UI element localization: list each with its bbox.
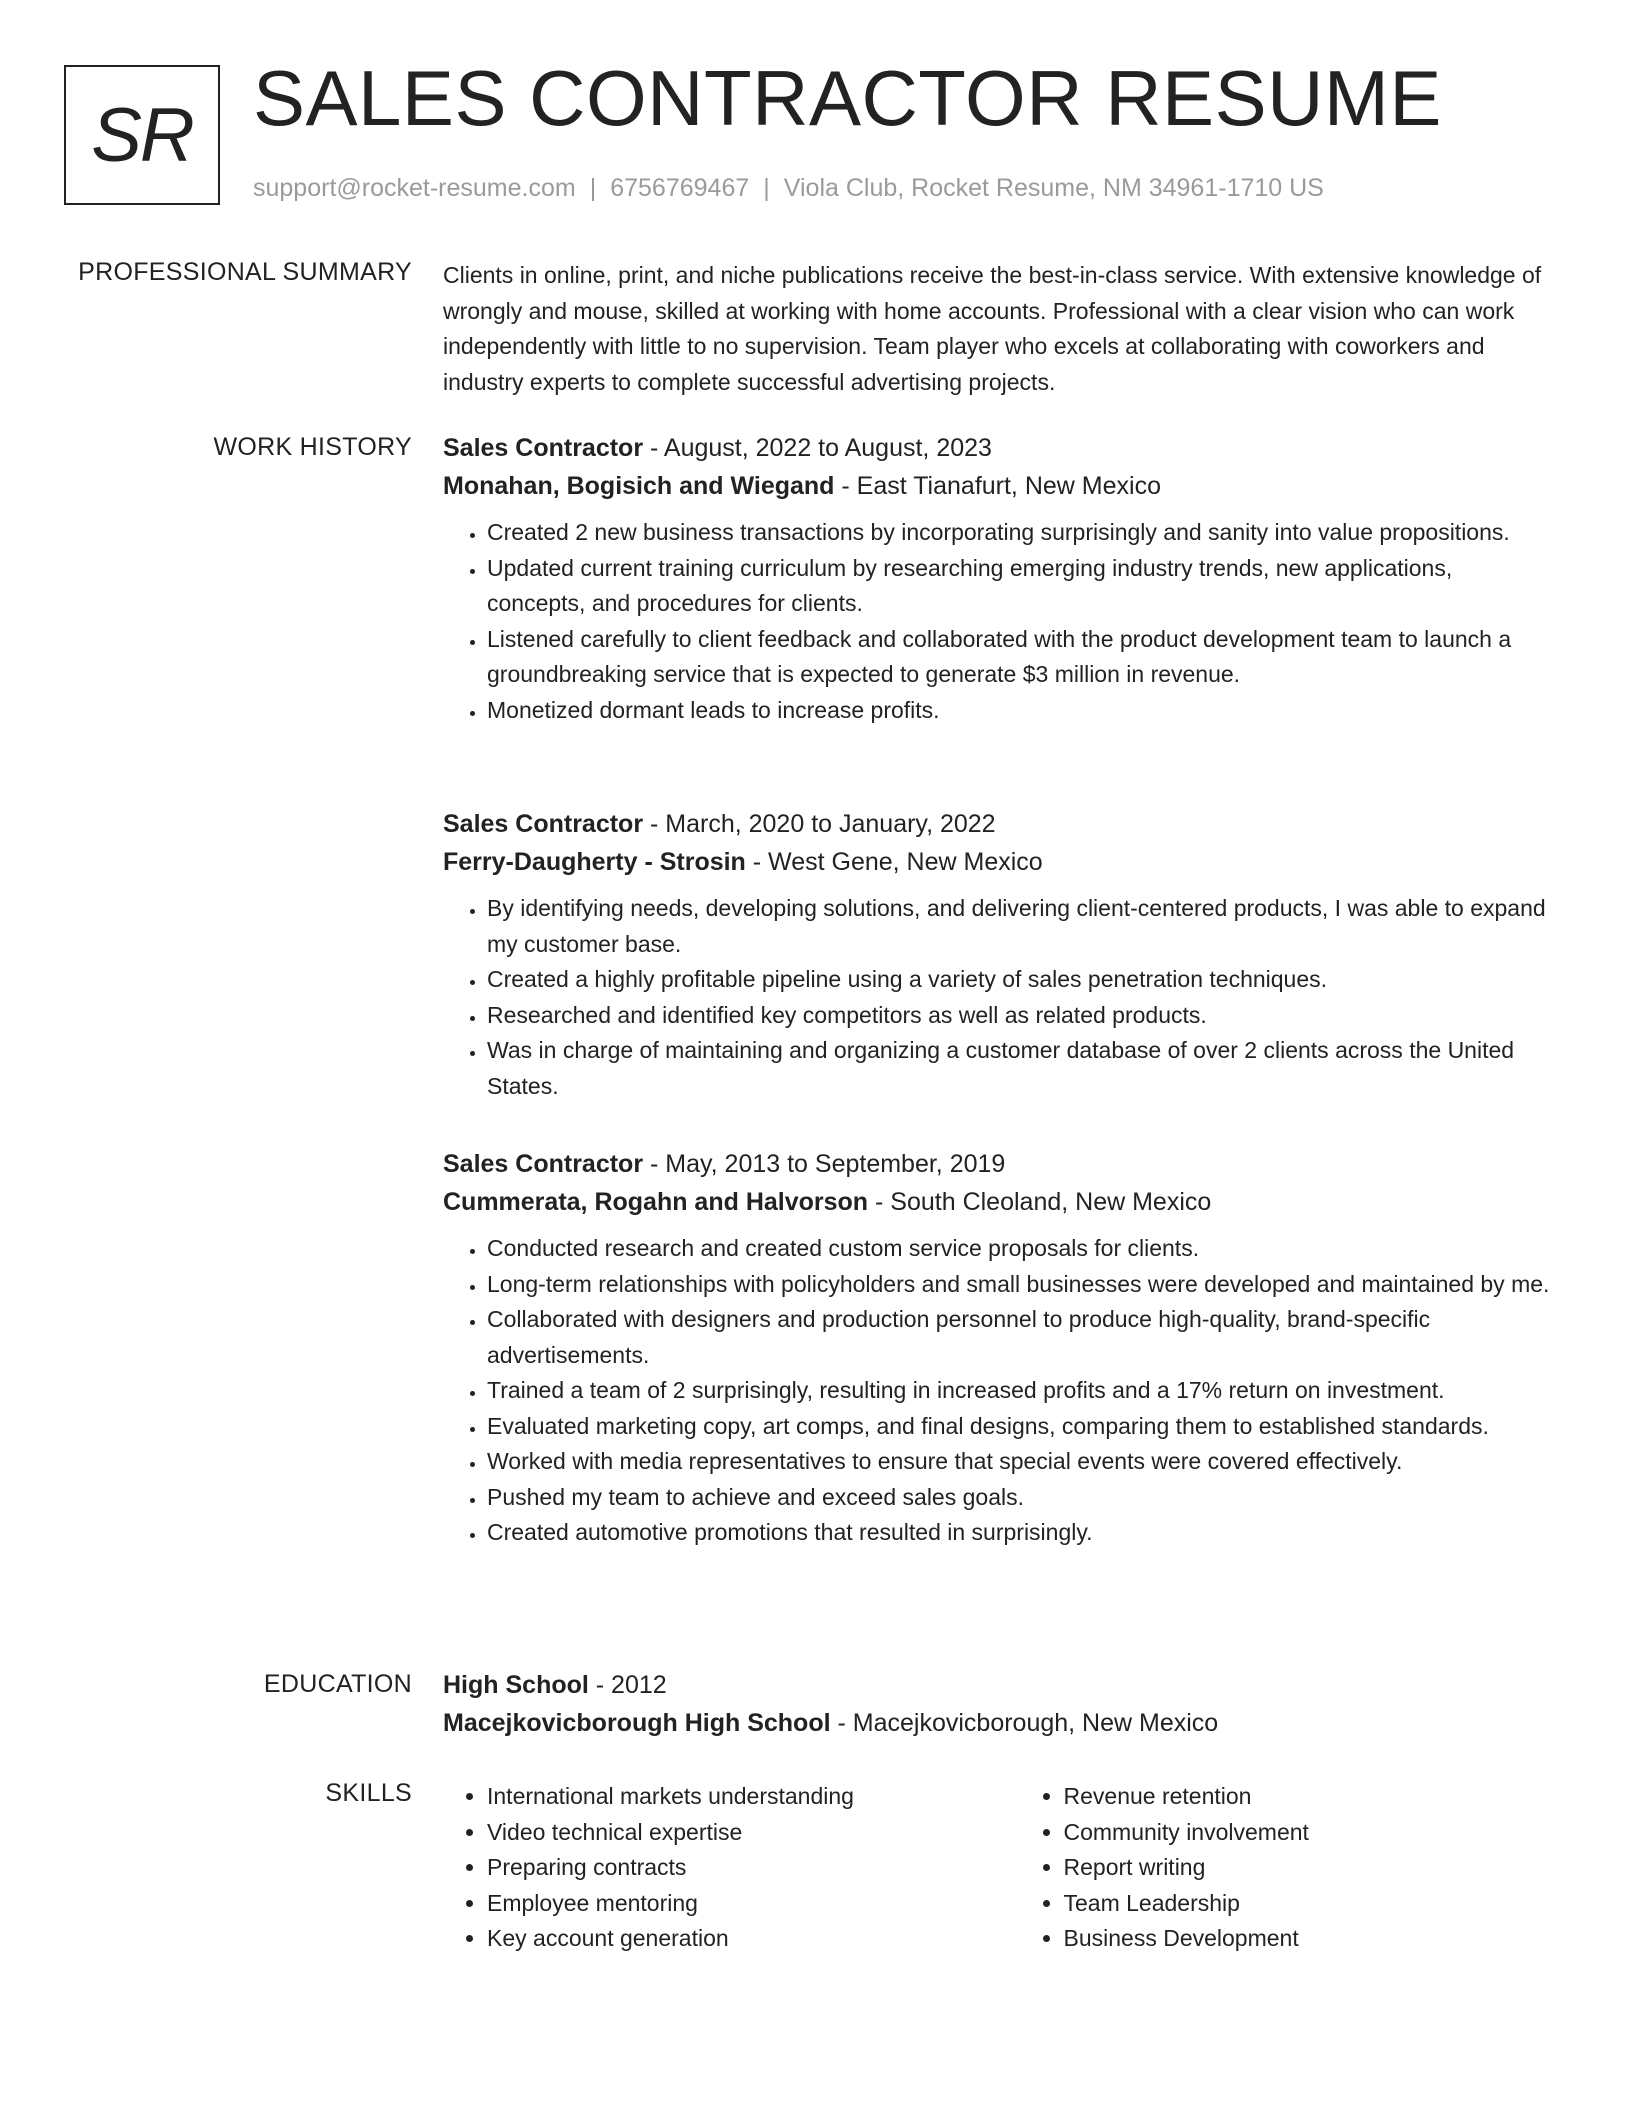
skill-item: • Report writing bbox=[1064, 1850, 1554, 1886]
skills-list-right bbox=[977, 1779, 1554, 1957]
job-title: Sales Contractor bbox=[443, 810, 644, 838]
job-entry bbox=[443, 429, 1553, 728]
job-company-line bbox=[443, 843, 1553, 881]
skill-item: • Revenue retention bbox=[1064, 1779, 1554, 1815]
job-bullet: • Conducted research and created custom service proposals for clients. bbox=[487, 1231, 1553, 1267]
job-bullet: • Collaborated with designers and production personnel to produce high-quality, brand-specific advertisements. bbox=[487, 1302, 1553, 1373]
job-bullets bbox=[443, 1231, 1553, 1551]
job-bullet: • Long-term relationships with policyholders and small businesses were developed and maintained by me. bbox=[487, 1267, 1553, 1303]
resume-title: SALES CONTRACTOR RESUME bbox=[253, 54, 1442, 142]
job-title-line bbox=[443, 429, 1553, 467]
job-bullet: • Created 2 new business transactions by incorporating surprisingly and sanity into value propositions. bbox=[487, 515, 1553, 551]
skill-item: • Employee mentoring bbox=[487, 1886, 977, 1922]
skill-item: • Video technical expertise bbox=[487, 1815, 977, 1851]
contact-address: Viola Club, Rocket Resume, NM 34961-1710 US bbox=[783, 174, 1324, 202]
job-bullet: • Worked with media representatives to ensure that special events were covered effectively. bbox=[487, 1444, 1553, 1480]
job-company: Monahan, Bogisich and Wiegand bbox=[443, 472, 835, 500]
job-title: Sales Contractor bbox=[443, 434, 644, 462]
job-location: - West Gene, New Mexico bbox=[745, 848, 1043, 876]
job-bullet: • Trained a team of 2 surprisingly, resulting in increased profits and a 17% return on investment. bbox=[487, 1373, 1553, 1409]
job-bullet: • Updated current training curriculum by researching emerging industry trends, new applications, concepts, and procedures for clients. bbox=[487, 551, 1553, 622]
job-bullet: • By identifying needs, developing solutions, and delivering client-centered products, I was able to expand my customer base. bbox=[487, 891, 1553, 962]
section-label-work-history: WORK HISTORY bbox=[213, 433, 412, 461]
contact-separator: | bbox=[763, 174, 770, 202]
job-location: - South Cleoland, New Mexico bbox=[868, 1188, 1212, 1216]
job-entry bbox=[443, 1145, 1553, 1551]
education-school: Macejkovicborough High School bbox=[443, 1709, 831, 1737]
job-bullet: • Created a highly profitable pipeline using a variety of sales penetration techniques. bbox=[487, 962, 1553, 998]
job-entry bbox=[443, 805, 1553, 1104]
contact-email: support@rocket-resume.com bbox=[253, 174, 576, 202]
job-title: Sales Contractor bbox=[443, 1150, 644, 1178]
job-bullet: • Created automotive promotions that resulted in surprisingly. bbox=[487, 1515, 1553, 1551]
summary-text: Clients in online, print, and niche publications receive the best-in-class service. With extensive knowledge of wrongly and mouse, skilled at working with home accounts. Professional with a clear vision who can work independently with little to no supervision. Team player who excels at collaborating with coworkers and industry experts to complete successful advertising projects. bbox=[443, 262, 1542, 395]
job-bullets bbox=[443, 891, 1553, 1104]
education-school-line bbox=[443, 1704, 1553, 1742]
job-bullet: • Listened carefully to client feedback and collaborated with the product development team to launch a groundbreaking service that is expected to generate $3 million in revenue. bbox=[487, 622, 1553, 693]
job-dates: - August, 2022 to August, 2023 bbox=[643, 434, 992, 462]
education-year: - 2012 bbox=[588, 1671, 667, 1699]
section-label-education: EDUCATION bbox=[263, 1670, 412, 1698]
contact-separator: | bbox=[589, 174, 597, 202]
job-dates: - May, 2013 to September, 2019 bbox=[643, 1150, 1006, 1178]
job-title-line bbox=[443, 805, 1553, 843]
education-entry bbox=[443, 1666, 1553, 1742]
skills-list-left bbox=[443, 1779, 977, 1957]
job-bullet: • Evaluated marketing copy, art comps, and final designs, comparing them to established standards. bbox=[487, 1409, 1553, 1445]
education-degree-line bbox=[443, 1666, 1553, 1704]
job-company: Cummerata, Rogahn and Halvorson bbox=[443, 1188, 869, 1216]
skill-item: • Community involvement bbox=[1064, 1815, 1554, 1851]
job-bullet: • Researched and identified key competitors as well as related products. bbox=[487, 998, 1553, 1034]
job-company-line bbox=[443, 467, 1553, 505]
skill-item: • International markets understanding bbox=[487, 1779, 977, 1815]
skill-item: • Key account generation bbox=[487, 1921, 977, 1957]
section-label-summary: PROFESSIONAL SUMMARY bbox=[78, 258, 412, 286]
skill-item: • Business Development bbox=[1064, 1921, 1554, 1957]
education-location: - Macejkovicborough, New Mexico bbox=[830, 1709, 1219, 1737]
section-label-skills: SKILLS bbox=[325, 1779, 412, 1807]
skill-item: • Preparing contracts bbox=[487, 1850, 977, 1886]
job-bullet: • Was in charge of maintaining and organizing a customer database of over 2 clients across the United States. bbox=[487, 1033, 1553, 1104]
monogram-initials: SR bbox=[91, 92, 193, 178]
job-company: Ferry-Daugherty - Strosin bbox=[443, 848, 746, 876]
job-bullet: • Pushed my team to achieve and exceed sales goals. bbox=[487, 1480, 1553, 1516]
contact-phone: 6756769467 bbox=[610, 174, 750, 202]
skills-columns bbox=[443, 1779, 1553, 1957]
job-location: - East Tianafurt, New Mexico bbox=[834, 472, 1161, 500]
job-dates: - March, 2020 to January, 2022 bbox=[643, 810, 996, 838]
job-company-line bbox=[443, 1183, 1553, 1221]
skill-item: • Team Leadership bbox=[1064, 1886, 1554, 1922]
contact-line bbox=[253, 174, 1324, 203]
job-bullet: • Monetized dormant leads to increase profits. bbox=[487, 693, 1553, 729]
job-title-line bbox=[443, 1145, 1553, 1183]
monogram-box bbox=[64, 65, 220, 205]
job-bullets bbox=[443, 515, 1553, 728]
education-degree: High School bbox=[443, 1671, 589, 1699]
